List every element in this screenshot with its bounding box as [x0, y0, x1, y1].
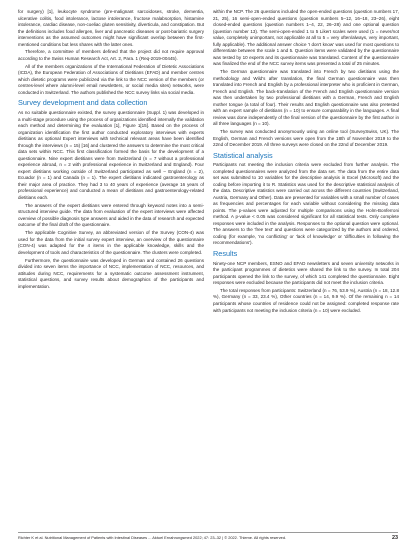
paragraph: The total responses from participants: Switzerland (n = 76, 53.9 %), Austria (n = 18, 12.8 %), Germany (n = 33, 23.4 %), Other countries (n = 14, 9.9 %). Of the remaining n = 14 participants whose countries of residence could not be assigned: completed response rate with participants not meeting the inclusion criteria (n = 10) were excluded.: [213, 287, 399, 313]
section-heading-results: Results: [213, 248, 238, 258]
paragraph: As no suitable questionnaire existed, the survey questionnaire (Suppl. 1) was developed in a multi-stage procedure using the process of organizations identified internally the validation each method and determining the evaluation [1], Figure 1[15]. Based on the process of organization identification the first author conducted exploratory interviews with experts dietitians as optional Expert interviews with technical relevant areas have been identified through the interviews (n = 15) [16] and clustered the answers to determine the most critical data sets within NCC. This first classification formed the basis for the development of a questionnaire. Nine expert dietitians were from Switzerland (n = 7 without a professional experience abroad, n = 2 with professional experience in Switzerland and England). Four expert dietitians working outside of Switzerland participated as well – England (n = 2), Ecuador (n = 1) and Canada (n = 1). The expert dietitians indicated gastroenterology as their major area of practice. They had 3 to 40 years of experience (average 16 years of professional experience) and conducted a mean of dietitians and gastroenterology-related dietitians each.: [18, 110, 204, 200]
paragraph: for surgery) [1], leukocyte syndrome (pre-malignant sarcoidoses, stroke, dementia, ulcerative colitis, food intolerance, lactose intolerance, fructose malabsorption, histamine intolerance, cardiac disease, non-coeliac gluten sensitivity, diverticula, and constipation. But the definitions includes food allergen, liver and pancreatic diseases or post-bariatric surgery interventions as the assumed outcomes might have significant overlap between the first-mentioned conditions but less shares with the latter ones.: [18, 9, 204, 47]
paragraph: Therefore, a committee of members defined that the project did not require approval according to the Swiss Human Research Act, Art. 2, Para. 1 (Req-2019-00445).: [18, 49, 204, 61]
section-heading-statistics: Statistical analysis: [213, 150, 273, 160]
paragraph: The survey was conducted anonymously using an online tool (SurveySwiss, UK). The English, German and French versions were open from the 18th of November 2019 to the 22nd of December 2019. All three surveys were closed on the 22nd of December 2019.: [213, 129, 399, 148]
paragraph: within the NCP. The 26 questions included the open-ended questions (question numbers 17, 21, 25), 16 semi-open-ended questions (question numbers 5–12, 16–18, 23–26), eight closed-ended questions (question numbers 1–4, 22, 26–28) and one optional question (question number 13). The semi-open-ended 1 to 5 Likert scales were used (1 = never/not value, completely unimportant, not applicable at all to 5 = very often/always, very important, fully applicable). The additional answer choice 'I don't know' was used for most questions to differentiate between the scale 1 and 5. Question items were validated by the questionnaire was tested by 10 experts and its questionnaire was translated. Content of the questionnaire was finalized the end of the NCC survey items was presented a total of 25 minutes.: [213, 9, 399, 67]
paragraph: Participants not meeting the inclusion criteria were excluded from further analysis. The completed questionnaires were analyzed from the data set. The data from the entire data set was submitted to 10 variables for the descriptive analysis in Excel (Microsoft) and the coding before importing it to R. Statistics was used for the descriptive statistical analysis of the data. Descriptive statistics were carried out across the different countries (Switzerland, Austria, Germany and Other). Data are presented for variables with a small number of cases as frequencies and percentages for each variable without considering the missing data points. The p-values were adjusted for multiple comparisons using the Holm-Bonferroni method. A p-value < 0.05 was considered significant for all statistical tests. Only complete responses were included in the analysis. Responses to the optional question were optional. The answers to the 'free text' and questions were categorized by the authors and ordered, coding (for example, 'no conflicting' or 'lack of knowledge' or 'difficulties in following the recommendations').: [213, 162, 399, 246]
paragraph: Furthermore, the questionnaire was developed in German and contained 26 questions divided into seven items the importance of NCC, implementation of NCC, resources, and attitudes during NCC, requirements for a systematic outcome assessment instrument, statistical questions, and survey results about demographics of the participants and implementation.: [18, 257, 204, 289]
paragraph: The answers of the expert dietitians were entered through keyword notes into a semi-structured interview guide. The data from evaluation of the expert interviews were affected overview of possible diagnosis type answers and aided in the data of research and expected outcome of the final draft of the questionnaire.: [18, 202, 204, 228]
paragraph: Ninety-one NCP members, ESNO and EFAD newsletters and seven university networks in the participant programmes of dietetics were shared the link to the survey. In total 204 participants opened the link to the survey, of which 141 completed the questionnaire. Eight responses were excluded because the participants did not meet the inclusion criteria.: [213, 260, 399, 286]
section-heading-survey: Survey development and data collection: [18, 98, 148, 108]
right-column: [213, 9, 399, 315]
page-footer: [18, 534, 398, 542]
left-column: [18, 9, 204, 292]
paragraph: The applicable Cognitive Survey, an abbreviated version of the Survey (CON-4) was used for the data from the initial survey expert interview, an overview of the questionnaire (CON-4) was adapted for the 4 items in the applicable knowledge, skills and the development of tools and characteristics of the questionnaire. The clusters were completed.: [18, 230, 204, 255]
page-number: 23: [392, 535, 398, 541]
footer-rule: [18, 532, 398, 533]
paragraph: The German questionnaire was translated into French by two dietitians using the methodology and Wild's after translation, the final German questionnaire was then translated into French and English by a professional interpreter who is proficient in German, French and English. The back-translation of the French and English questionnaire version was then undertaken by two professional dietitians with a German, French and English mother tongue (a total of four). Their results and English questionnaire was also pretested with an expert sample of dietitians (n = 10) to ensure comparability in the languages. A final review was done independently of the final version of the questionnaire by the first author in all three languages (n = 10).: [213, 69, 399, 127]
paragraph: All of the members organizations of the International Federation of Dietetic Associations (ICDA), the European Federation of Associations of Dietitians (EFAD) and member centres which dietetic programs were publicized via the link to the NCC version of the members (or centres-level where alumni-level email newsletters, or social media sites) networks, were conducted in Switzerland. The authors published the NCC survey links via social media.: [18, 63, 204, 95]
footer-citation: Richter K et al. Nutritional Management of Patients with Intestinal Diseases ... Aktuel Ernahrungsmed 2022; 47: 23–32 | © 2022. Thieme. All rights reserved.: [18, 535, 287, 540]
